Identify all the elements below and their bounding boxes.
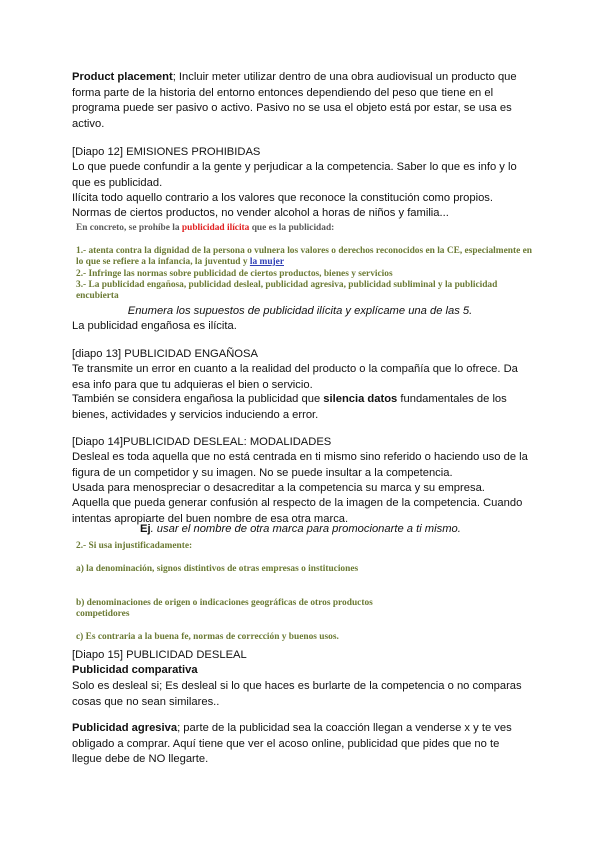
diapo-12-line-2: Ilícita todo aquello contrario a los valores que reconoce la constitución como propios. <box>72 192 494 204</box>
diapo-15-line-1: Solo es desleal si; Es desleal si lo que haces es burlarte de la competencia o no comparas cosas que no sean similares.. <box>72 680 522 708</box>
diapo-14-ej-text: . usar el nombre de otra marca para promocionarte a ti mismo. <box>150 523 461 535</box>
slide-12-item-1-text: 1.- atenta contra la dignidad de la persona o vulnera los valores o derechos reconocidos en la CE, especialmente en lo que se refiere a la infancia, la juventud y <box>76 246 532 268</box>
diapo-14-line-3: Aquella que pueda generar confusión al respecto de la imagen de la competencia. Cuando intentas apropiarte del buen nombre de esa otra marca. <box>72 497 523 525</box>
publicidad-agresiva-term: Publicidad agresiva <box>72 722 178 734</box>
slide-12-item-1 <box>76 246 536 268</box>
slide-12-intro <box>76 223 536 234</box>
diapo-12-answer: La publicidad engañosa es ilícita. <box>72 320 237 332</box>
slide-12-item-1-link[interactable]: la mujer <box>249 257 284 268</box>
product-placement-text: ; Incluir meter utilizar dentro de una obra audiovisual un producto que forma parte de la historia del entorno entonces dependiendo del peso que tiene en el programa puede ser pasivo o activo. Pasivo no se usa el objeto está por estar, se usa es activo. <box>72 71 517 130</box>
product-placement-paragraph <box>72 70 528 132</box>
diapo-12-heading: [Diapo 12] EMISIONES PROHIBIDAS <box>72 146 261 158</box>
diapo-13-line-1: Te transmite un error en cuanto a la realidad del producto o la compañía que lo ofrece. Da esa info para que tu adquieras el bien o servicio. <box>72 363 518 391</box>
diapo-13-heading: [diapo 13] PUBLICIDAD ENGAÑOSA <box>72 348 258 360</box>
product-placement-term: Product placement <box>72 71 173 83</box>
diapo-13-silencia-datos: silencia datos <box>323 393 398 405</box>
slide-12-intro-b: que es la publicidad: <box>249 223 335 233</box>
diapo-12-question: Enumera los supuestos de publicidad ilícita y explícame una de las 5. <box>127 305 473 317</box>
publicidad-agresiva-paragraph <box>72 721 528 768</box>
publicidad-agresiva-text: ; parte de la publicidad sea la coacción llegan a venderse x y te ves obligado a comprar. Aquí tiene que ver el acoso online, publicidad que pides que no te llegue debe de NO llegarte. <box>72 722 512 766</box>
diapo-14-line-2: Usada para menospreciar o desacreditar a la competencia su marca y su empresa. <box>72 482 485 494</box>
slide-12-intro-a: En concreto, se prohíbe la <box>76 223 182 233</box>
slide-14-item-b: b) denominaciones de origen o indicaciones geográficas de otros productos competidores <box>76 598 373 620</box>
diapo-14-ej-label: Ej <box>140 523 151 535</box>
slide-12-item-2: 2.- Infringe las normas sobre publicidad de ciertos productos, bienes y servicios <box>76 269 393 279</box>
slide-14-item-a: a) la denominación, signos distintivos de otras empresas o instituciones <box>76 564 359 574</box>
diapo-15-subheading: Publicidad comparativa <box>72 664 198 676</box>
diapo-13-line-2c: fundamentales de los bienes, actividades y servicios induciendo a error. <box>72 393 507 421</box>
diapo-14-heading: [Diapo 14]PUBLICIDAD DESLEAL: MODALIDADES <box>72 436 332 448</box>
diapo-13-line-2 <box>72 392 528 423</box>
slide-14-title: 2.- Si usa injustificadamente: <box>76 541 193 551</box>
diapo-14-example <box>140 522 530 538</box>
diapo-13-line-2a: También se considera engañosa la publicidad que <box>72 393 324 405</box>
diapo-12-line-1: Lo que puede confundir a la gente y perjudicar a la competencia. Saber lo que es info y lo que es publicidad. <box>72 161 517 189</box>
slide-12-item-3: 3.- La publicidad engañosa, publicidad desleal, publicidad agresiva, publicidad subliminal y la publicidad encubierta <box>76 280 498 302</box>
diapo-14-line-1: Desleal es toda aquella que no está centrada en ti mismo sino referido o haciendo uso de la figura de un competidor y su imagen. No se puede insultar a la competencia. <box>72 451 528 479</box>
diapo-15-heading: [Diapo 15] PUBLICIDAD DESLEAL <box>72 649 247 661</box>
diapo-12-line-3: Normas de ciertos productos, no vender alcohol a horas de niños y familia... <box>72 207 449 219</box>
slide-14-item-c: c) Es contraria a la buena fe, normas de corrección y buenos usos. <box>76 632 339 642</box>
slide-12-intro-red: publicidad ilícita <box>181 223 250 233</box>
